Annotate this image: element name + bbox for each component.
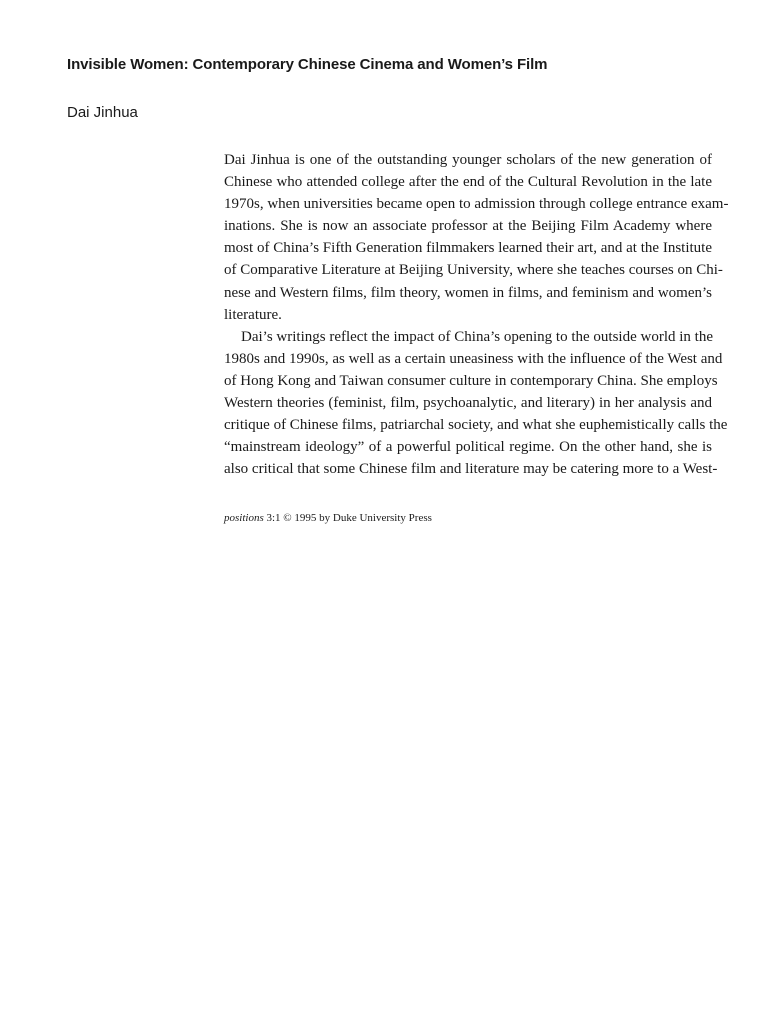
text-line: of Comparative Literature at Beijing University, where she teaches courses on Chi- xyxy=(224,262,723,279)
text-line: also critical that some Chinese film and literature may be catering more to a West- xyxy=(224,461,718,478)
copyright-citation: 3:1 © 1995 by Duke University Press xyxy=(266,512,432,524)
text-line: Dai Jinhua is one of the outstanding younger scholars of the new generation of xyxy=(224,152,712,168)
text-line: 1970s, when universities became open to admission through college entrance exam- xyxy=(224,196,729,213)
text-line: literature. xyxy=(224,306,282,323)
text-line: inations. She is now an associate professor at the Beijing Film Academy where xyxy=(224,218,712,235)
text-line: Dai’s writings reflect the impact of China’s opening to the outside world in the xyxy=(241,328,713,345)
paragraph-2 xyxy=(224,326,728,481)
copyright-footer xyxy=(224,512,432,524)
text-line: most of China’s Fifth Generation filmmakers learned their art, and at the Institute xyxy=(224,240,712,257)
text-line: critique of Chinese films, patriarchal society, and what she euphemistically calls the xyxy=(224,417,728,434)
article-title: Invisible Women: Contemporary Chinese Cinema and Women’s Film xyxy=(67,56,548,73)
text-line: nese and Western films, film theory, women in films, and feminism and women’s xyxy=(224,284,712,301)
article-body xyxy=(224,149,729,480)
text-line: of Hong Kong and Taiwan consumer culture in contemporary China. She employs xyxy=(224,372,718,389)
text-line: “mainstream ideology” of a powerful political regime. On the other hand, she is xyxy=(224,439,712,456)
paragraph-1 xyxy=(224,149,729,326)
journal-name: positions xyxy=(224,512,264,524)
text-line: Chinese who attended college after the end of the Cultural Revolution in the late xyxy=(224,174,712,191)
text-line: Western theories (feminist, film, psychoanalytic, and literary) in her analysis and xyxy=(224,395,712,412)
author-name: Dai Jinhua xyxy=(67,104,138,121)
text-line: 1980s and 1990s, as well as a certain uneasiness with the influence of the West and xyxy=(224,350,723,367)
